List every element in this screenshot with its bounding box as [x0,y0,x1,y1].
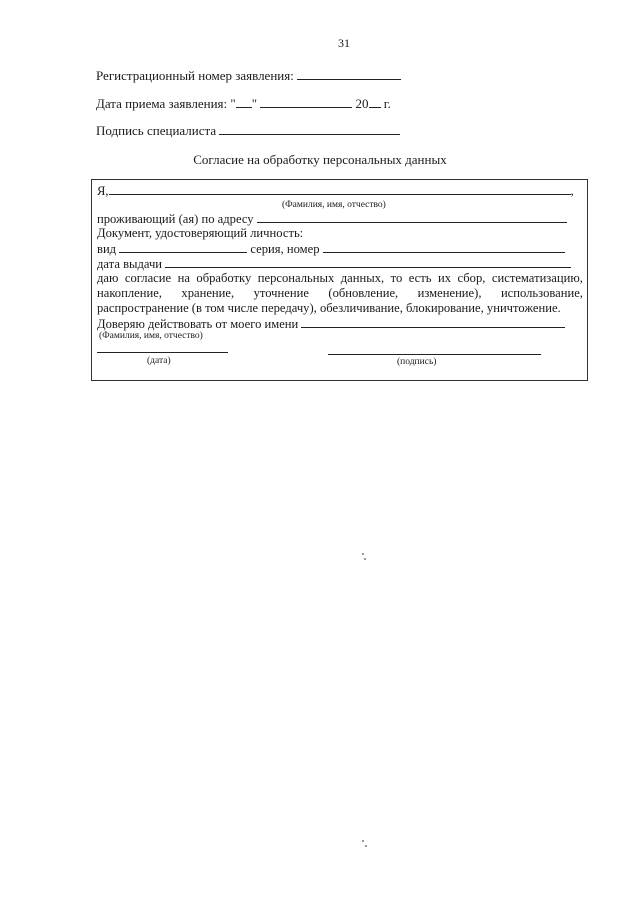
registration-number-field [96,68,401,84]
type-label: вид [97,242,117,256]
signature-caption: (подпись) [397,357,437,367]
quote-close: " [251,96,257,111]
consent-form-box [91,179,588,381]
day-blank[interactable] [236,96,252,108]
trust-label: Доверяю действовать от моего имени [97,317,299,331]
word: изменение), [417,286,482,300]
series-label: серия, номер [250,242,320,256]
date-blank[interactable] [97,352,228,353]
year-prefix: 20 [355,96,369,111]
i-line [97,183,574,199]
address-label: проживающий (ая) по адресу [97,212,254,226]
page-number: 31 [338,36,350,50]
word: их [437,271,452,285]
fio-caption: (Фамилия, имя, отчество) [282,200,386,210]
scan-speck [365,845,367,847]
document-label: Документ, удостоверяющий личность: [97,226,304,240]
specialist-signature-field [96,123,400,139]
year-suffix: г. [383,96,391,111]
application-date-field [96,96,391,112]
trust-line [97,316,565,332]
comma: , [570,184,574,198]
word: данных, [340,271,385,285]
application-date-label: Дата приема заявления: [96,96,228,111]
word: использование, [500,286,583,300]
trust-fio-caption: (Фамилия, имя, отчество) [99,331,203,341]
address-line [97,211,567,227]
word: есть [408,271,432,285]
word: то [390,271,403,285]
consent-title: Согласие на обработку персональных данных [193,152,447,167]
specialist-signature-label: Подпись специалиста [96,123,217,138]
fio-blank[interactable] [109,183,571,195]
consent-text-line-2 [97,286,583,301]
series-number-blank[interactable] [323,241,565,253]
consent-text-line-1 [97,271,583,286]
word: обработку [196,271,252,285]
issue-date-line [97,256,571,272]
word: систематизацию, [491,271,583,285]
consent-text-line-3: распространение (в том числе передачу), обезличивание, блокирование, уничтожение. [97,301,561,315]
word: персональных [257,271,335,285]
word: сбор, [457,271,486,285]
word: уточнение [253,286,309,300]
document-type-line [97,241,565,257]
address-blank[interactable] [257,211,567,223]
word: накопление, [97,286,162,300]
scan-speck [362,840,364,842]
date-caption: (дата) [147,356,171,366]
word: хранение, [181,286,235,300]
scan-speck [362,553,364,555]
registration-number-blank[interactable] [297,68,401,80]
word: согласие [124,271,172,285]
issue-date-blank[interactable] [165,256,571,268]
trust-fio-blank[interactable] [301,316,565,328]
month-blank[interactable] [260,96,352,108]
i-label: Я, [97,184,109,198]
registration-number-label: Регистрационный номер заявления: [96,68,294,83]
word: (обновление, [328,286,399,300]
quote-open: " [230,96,236,111]
scan-speck [364,558,366,560]
year-blank[interactable] [369,96,381,108]
specialist-signature-blank[interactable] [219,123,400,135]
word: даю [97,271,119,285]
signature-blank[interactable] [328,354,541,355]
issue-date-label: дата выдачи [97,257,163,271]
document-type-blank[interactable] [119,241,247,253]
word: на [177,271,190,285]
